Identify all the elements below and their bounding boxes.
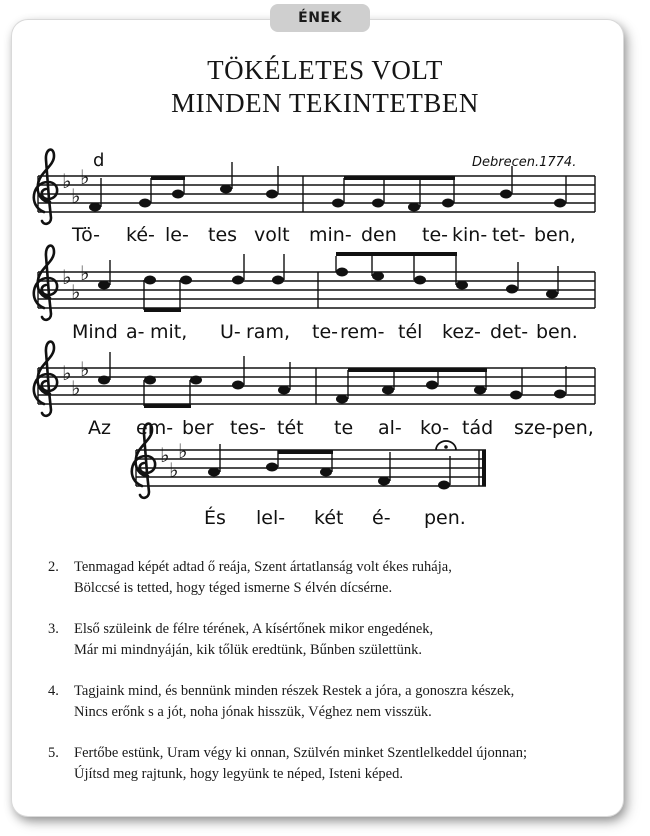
lyric-syllable: volt <box>254 224 290 246</box>
lyrics-line-3 <box>88 417 594 439</box>
lyric-syllable: pen. <box>424 507 466 529</box>
lyric-syllable: tes- <box>230 417 266 439</box>
lyric-syllable: min- <box>309 224 352 246</box>
lyric-syllable: te- <box>422 224 448 246</box>
lyric-syllable: mit, <box>150 321 188 343</box>
verse-line: Bölccsé is tetted, hogy téged ismerne S élvén dícsérne. <box>74 580 393 596</box>
lyric-syllable: Tö- <box>72 224 100 246</box>
section-tag: ÉNEK <box>270 4 370 32</box>
lyrics-line-1 <box>71 224 576 246</box>
lyric-syllable: ram, <box>246 321 291 343</box>
verse-number: 3. <box>48 621 59 637</box>
verse-line: Már mi mindnyáján, kik tőlük eredtünk, Bűnben születtünk. <box>74 642 422 658</box>
song-title-line-1: TÖKÉLETES VOLT <box>207 55 443 85</box>
lyric-syllable: tes <box>208 224 238 246</box>
key-signature-icon <box>62 357 89 400</box>
fermata-icon <box>436 441 456 450</box>
verse-line: Nincs erőnk s a jót, noha jónak hisszük, Véghez nem visszük. <box>74 704 432 720</box>
lyric-syllable: lel- <box>256 507 286 529</box>
lyric-syllable: kez- <box>442 321 481 343</box>
verse-number: 5. <box>48 745 59 761</box>
verse-line: Tenmagad képét adtad ő reája, Szent ártatlanság volt ékes ruhája, <box>74 559 452 575</box>
verse-2 <box>48 557 618 599</box>
verse-4 <box>48 681 618 723</box>
lyric-syllable: És <box>204 507 226 529</box>
lyric-syllable: ben. <box>536 321 578 343</box>
lyric-syllable: kin- <box>452 224 488 246</box>
staff-3 <box>34 342 595 416</box>
lyric-syllable: rem- <box>340 321 385 343</box>
key-signature-icon <box>62 261 89 304</box>
lyric-syllable: ber <box>182 417 214 439</box>
lyric-syllable: ké- <box>126 224 155 246</box>
verse-number: 4. <box>48 683 59 699</box>
verse-3 <box>48 619 618 661</box>
lyric-syllable: den <box>361 224 397 246</box>
lyric-syllable: le- <box>165 224 189 246</box>
lyric-syllable: két <box>314 507 344 529</box>
lyric-syllable: U- <box>220 321 241 343</box>
lyric-syllable: tét <box>277 417 304 439</box>
verse-number: 2. <box>48 559 59 575</box>
song-title-line-2: MINDEN TEKINTETBEN <box>171 88 479 118</box>
verse-line: Első szüleink de félre térének, A kísértőnek mikor engedének, <box>74 621 434 637</box>
lyric-syllable: te- <box>312 321 338 343</box>
lyric-syllable: ko- <box>420 417 450 439</box>
lyric-syllable: pen, <box>552 417 594 439</box>
music-score: ♭ ♭ d Debrecen.1774. Tö- ké- le- tes volt min- den te- kin- tet- ben, Mind a- mit, U- ram, te- rem- tél kez- det- ben. Az em- ber tes- tét te al- ko- tád sze- pen, És lel- két é- pen. <box>0 115 594 529</box>
lyric-syllable: tád <box>462 417 494 439</box>
lyric-syllable: ben, <box>534 224 576 246</box>
lyric-syllable: tél <box>398 321 423 343</box>
lyric-syllable: é- <box>372 507 391 529</box>
lyric-syllable: det- <box>490 321 529 343</box>
lyric-syllable: te <box>334 417 354 439</box>
verse-5 <box>48 743 618 785</box>
verses <box>48 557 618 805</box>
lyric-syllable: Az <box>88 417 111 439</box>
lyric-syllable: tet- <box>492 224 526 246</box>
key-signature-icon <box>160 439 187 482</box>
lyrics-line-4 <box>204 506 466 529</box>
staff-2 <box>34 246 595 320</box>
verse-line: Fertőbe estünk, Uram végy ki onnan, Szülvén minket Szentlelkeddel újonnan; <box>74 745 528 761</box>
key-letter: d <box>93 150 105 171</box>
lyric-syllable: al- <box>378 417 402 439</box>
lyrics-line-2 <box>72 321 578 343</box>
lyric-syllable: em- <box>136 417 174 439</box>
song-title <box>0 54 650 120</box>
verse-line: Újítsd meg rajtunk, hogy legyünk te néped, Isteni képed. <box>74 766 403 782</box>
source-note: Debrecen.1774. <box>472 155 577 170</box>
lyric-syllable: Mind <box>72 321 118 343</box>
verse-line: Tagjaink mind, és bennünk minden részek Restek a jóra, a gonoszra készek, <box>74 683 515 699</box>
lyric-syllable: sze- <box>514 417 553 439</box>
lyric-syllable: a- <box>126 321 145 343</box>
key-signature-icon <box>62 165 89 208</box>
